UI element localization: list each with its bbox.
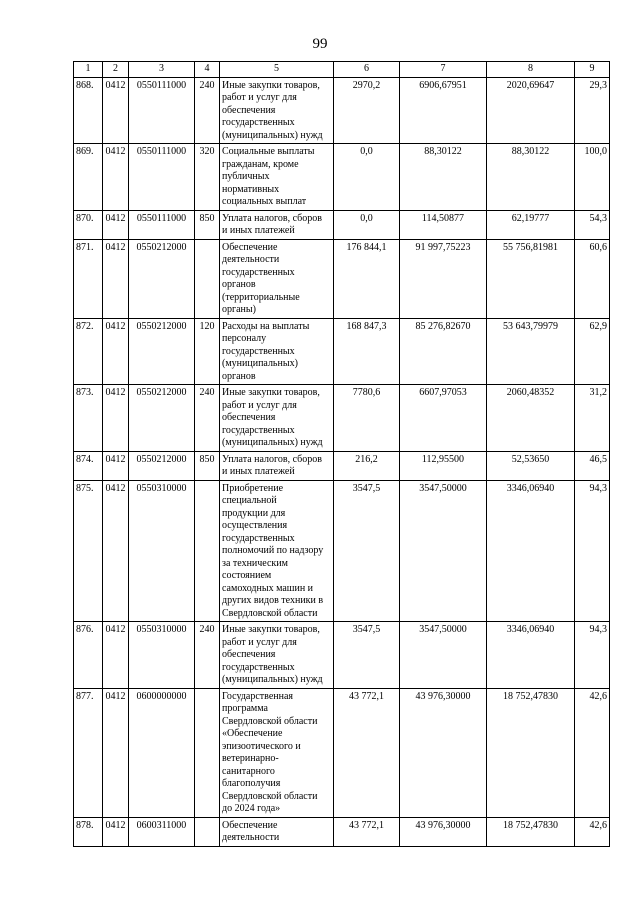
amount-col7-cell: 6607,97053 [400,385,487,452]
item-name-line: (территориальные [222,291,300,303]
item-name-line: Обеспечение [222,819,278,831]
row-number-cell: 868. [74,77,103,144]
item-name-line: за техническим [222,557,288,569]
row-number-cell: 878. [74,817,103,846]
item-name-line: состоянием [222,570,272,581]
item-name-cell [220,239,334,318]
item-name-cell [220,817,334,846]
item-name-line: других видов техники в [222,595,324,606]
target-article-cell: 0550212000 [129,318,195,385]
expense-type-cell: 240 [195,77,220,144]
item-name-line: органов [222,370,256,382]
amount-col8-cell: 55 756,81981 [487,239,575,318]
item-name-line: Свердловской области [222,715,318,727]
item-name-line: осуществления [222,520,288,531]
expense-type-cell: 120 [195,318,220,385]
amount-col6-cell: 0,0 [334,144,400,211]
section-code-cell: 0412 [103,210,129,239]
item-name-line: Приобретение [222,482,284,494]
section-code-cell: 0412 [103,318,129,385]
percent-cell: 100,0 [575,144,610,211]
expense-type-cell: 850 [195,451,220,480]
item-name-line: органов [222,279,256,290]
table-row [74,77,610,144]
item-name-cell [220,144,334,211]
percent-cell: 62,9 [575,318,610,385]
expense-type-cell: 320 [195,144,220,211]
item-name-line: Иные закупки товаров, [222,387,320,398]
column-header: 5 [220,62,334,78]
row-number-cell: 871. [74,239,103,318]
table-row [74,480,610,622]
row-number-cell: 873. [74,385,103,452]
row-number-cell: 869. [74,144,103,211]
amount-col8-cell: 88,30122 [487,144,575,211]
column-header: 8 [487,62,575,78]
amount-col6-cell: 7780,6 [334,385,400,452]
item-name-line: нормативных [222,183,280,195]
column-header: 4 [195,62,220,78]
amount-col7-cell: 3547,50000 [400,622,487,689]
amount-col7-cell: 114,50877 [400,210,487,239]
item-name-cell [220,77,334,144]
item-name-cell [220,210,334,239]
item-name-line: самоходных машин и [222,582,314,594]
amount-col8-cell: 18 752,47830 [487,688,575,817]
item-name-line: Иные закупки товаров, [222,79,320,91]
target-article-cell: 0550111000 [129,210,195,239]
table-row [74,622,610,689]
amount-col8-cell: 62,19777 [487,210,575,239]
table-row [74,817,610,846]
column-header: 7 [400,62,487,78]
table-row [74,385,610,452]
expense-type-cell: 850 [195,210,220,239]
item-name-line: государственных [222,266,295,278]
target-article-cell: 0550310000 [129,622,195,689]
amount-col6-cell: 176 844,1 [334,239,400,318]
item-name-line: Свердловской области [222,790,318,802]
item-name-cell [220,480,334,622]
table-row [74,451,610,480]
percent-cell: 42,6 [575,688,610,817]
item-name-line: (муниципальных) [222,358,298,369]
table-row [74,144,610,211]
item-name-line: Обеспечение [222,241,278,253]
item-name-line: (муниципальных) нужд [222,437,323,448]
target-article-cell: 0600000000 [129,688,195,817]
item-name-line: (муниципальных) нужд [222,129,323,141]
item-name-line: благополучия [222,778,281,789]
row-number-cell: 877. [74,688,103,817]
item-name-line: государственных [222,532,295,544]
item-name-line: социальных выплат [222,196,307,207]
item-name-line: Социальные выплаты [222,146,315,157]
percent-cell: 42,6 [575,817,610,846]
table-row [74,210,610,239]
table-row [74,688,610,817]
amount-col6-cell: 0,0 [334,210,400,239]
amount-col7-cell: 88,30122 [400,144,487,211]
amount-col6-cell: 3547,5 [334,480,400,622]
section-code-cell: 0412 [103,385,129,452]
section-code-cell: 0412 [103,817,129,846]
percent-cell: 46,5 [575,451,610,480]
item-name-cell [220,688,334,817]
percent-cell: 60,6 [575,239,610,318]
item-name-cell [220,622,334,689]
item-name-line: продукции для [222,507,286,519]
row-number-cell: 875. [74,480,103,622]
amount-col8-cell: 3346,06940 [487,480,575,622]
amount-col8-cell: 2020,69647 [487,77,575,144]
row-number-cell: 870. [74,210,103,239]
item-name-line: Расходы на выплаты [222,320,310,332]
item-name-cell [220,318,334,385]
percent-cell: 94,3 [575,480,610,622]
amount-col6-cell: 43 772,1 [334,817,400,846]
item-name-line: специальной [222,495,277,506]
amount-col7-cell: 3547,50000 [400,480,487,622]
item-name-line: работ и услуг для [222,92,297,103]
item-name-line: санитарного [222,765,275,777]
expense-type-cell [195,817,220,846]
amount-col6-cell: 43 772,1 [334,688,400,817]
item-name-line: «Обеспечение [222,728,283,739]
item-name-line: Иные закупки товаров, [222,624,320,635]
row-number-cell: 876. [74,622,103,689]
row-number-cell: 874. [74,451,103,480]
table-row [74,318,610,385]
target-article-cell: 0550111000 [129,144,195,211]
amount-col8-cell: 53 643,79979 [487,318,575,385]
item-name-line: Свердловской области [222,607,318,619]
amount-col7-cell: 43 976,30000 [400,817,487,846]
amount-col7-cell: 6906,67951 [400,77,487,144]
item-name-line: государственных [222,117,295,128]
percent-cell: 54,3 [575,210,610,239]
item-name-line: государственных [222,661,295,673]
item-name-line: Государственная [222,690,294,702]
section-code-cell: 0412 [103,239,129,318]
amount-col6-cell: 168 847,3 [334,318,400,385]
column-header: 3 [129,62,195,78]
amount-col7-cell: 85 276,82670 [400,318,487,385]
table-row [74,239,610,318]
item-name-line: ветеринарно- [222,753,279,764]
item-name-line: и иных платежей [222,225,295,236]
item-name-line: государственных [222,424,295,436]
amount-col8-cell: 3346,06940 [487,622,575,689]
section-code-cell: 0412 [103,688,129,817]
item-name-line: обеспечения [222,104,276,116]
budget-table [73,61,610,847]
amount-col8-cell: 52,53650 [487,451,575,480]
item-name-line: обеспечения [222,412,276,423]
target-article-cell: 0550310000 [129,480,195,622]
expense-type-cell [195,688,220,817]
item-name-line: гражданам, кроме [222,158,299,170]
item-name-line: эпизоотического и [222,740,301,752]
column-header: 9 [575,62,610,78]
item-name-line: публичных [222,171,270,182]
target-article-cell: 0550212000 [129,451,195,480]
item-name-line: программа [222,703,268,714]
item-name-line: деятельности [222,832,280,843]
column-header: 2 [103,62,129,78]
item-name-line: обеспечения [222,649,276,660]
item-name-line: работ и услуг для [222,399,297,411]
item-name-line: Уплата налогов, сборов [222,453,322,465]
section-code-cell: 0412 [103,77,129,144]
item-name-line: и иных платежей [222,466,295,477]
column-header: 1 [74,62,103,78]
row-number-cell: 872. [74,318,103,385]
expense-type-cell: 240 [195,622,220,689]
target-article-cell: 0600311000 [129,817,195,846]
item-name-line: Уплата налогов, сборов [222,212,322,224]
item-name-line: деятельности [222,254,280,265]
section-code-cell: 0412 [103,622,129,689]
item-name-cell [220,385,334,452]
amount-col6-cell: 216,2 [334,451,400,480]
amount-col7-cell: 112,95500 [400,451,487,480]
target-article-cell: 0550212000 [129,239,195,318]
amount-col8-cell: 18 752,47830 [487,817,575,846]
item-name-line: полномочий по надзору [222,545,324,556]
expense-type-cell: 240 [195,385,220,452]
target-article-cell: 0550111000 [129,77,195,144]
section-code-cell: 0412 [103,480,129,622]
target-article-cell: 0550212000 [129,385,195,452]
item-name-line: (муниципальных) нужд [222,674,323,685]
percent-cell: 94,3 [575,622,610,689]
item-name-line: органы) [222,304,256,315]
item-name-line: государственных [222,345,295,357]
item-name-cell [220,451,334,480]
item-name-line: персоналу [222,333,267,344]
amount-col8-cell: 2060,48352 [487,385,575,452]
percent-cell: 29,3 [575,77,610,144]
expense-type-cell [195,480,220,622]
page-number: 99 [312,36,328,52]
section-code-cell: 0412 [103,451,129,480]
amount-col7-cell: 91 997,75223 [400,239,487,318]
amount-col6-cell: 3547,5 [334,622,400,689]
item-name-line: работ и услуг для [222,636,297,648]
column-number-row [74,62,610,78]
expense-type-cell [195,239,220,318]
item-name-line: до 2024 года» [222,803,281,814]
column-header: 6 [334,62,400,78]
percent-cell: 31,2 [575,385,610,452]
amount-col7-cell: 43 976,30000 [400,688,487,817]
amount-col6-cell: 2970,2 [334,77,400,144]
section-code-cell: 0412 [103,144,129,211]
